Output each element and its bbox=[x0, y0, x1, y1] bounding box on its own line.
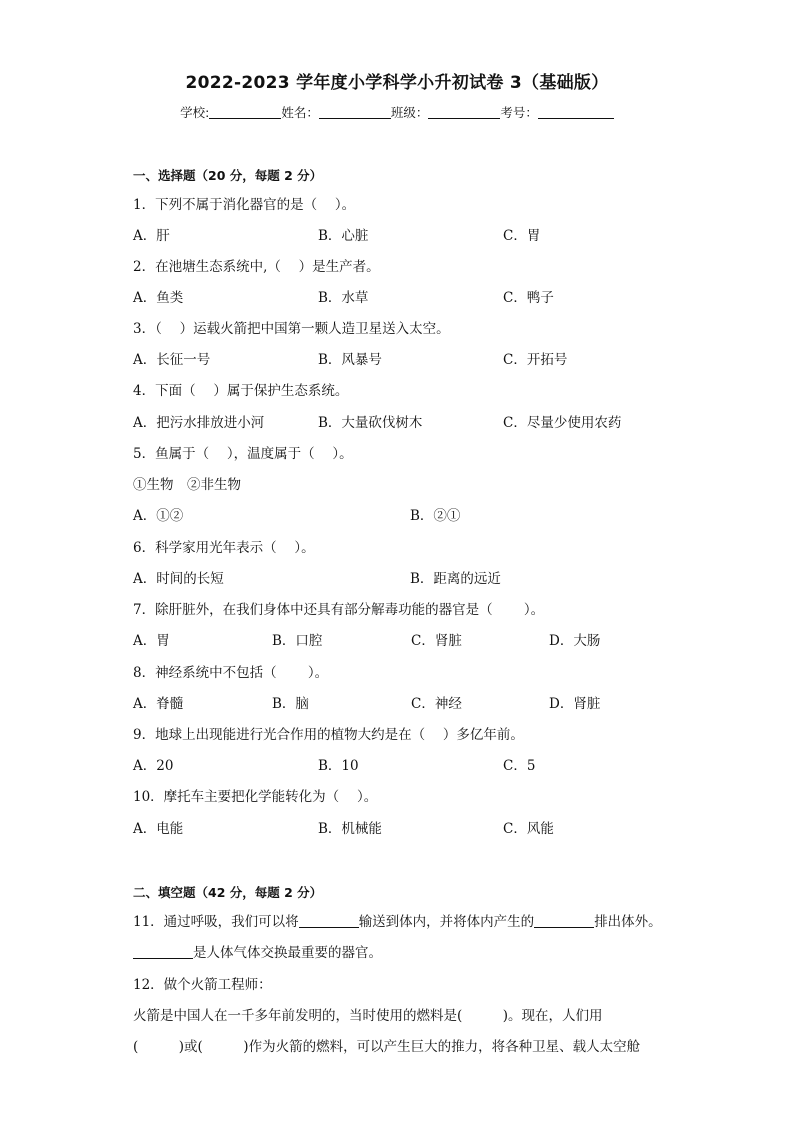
question-4: 4．下面（ ）属于保护生态系统。 bbox=[133, 383, 349, 399]
question-5-choices: ①生物 ②非生物 bbox=[133, 477, 241, 493]
q1-option-b[interactable]: B．心脏 bbox=[318, 228, 369, 244]
q8-option-d[interactable]: D．肾脏 bbox=[549, 696, 601, 712]
q2-option-c[interactable]: C．鸭子 bbox=[503, 290, 554, 306]
school-blank[interactable] bbox=[209, 106, 281, 119]
question-9: 9．地球上出现能进行光合作用的植物大约是在（ ）多亿年前。 bbox=[133, 727, 524, 743]
q4-option-c[interactable]: C．尽量少使用农药 bbox=[503, 415, 622, 431]
q9-option-a[interactable]: A．20 bbox=[133, 758, 174, 774]
question-2: 2．在池塘生态系统中,（ ）是生产者。 bbox=[133, 259, 380, 275]
question-10: 10．摩托车主要把化学能转化为（ ）。 bbox=[133, 789, 378, 805]
school-label: 学校: bbox=[180, 105, 210, 120]
q9-option-b[interactable]: B．10 bbox=[318, 758, 359, 774]
q10-option-b[interactable]: B．机械能 bbox=[318, 821, 382, 837]
q11-blank-2[interactable] bbox=[534, 914, 594, 928]
q11-blank-3[interactable] bbox=[133, 945, 193, 959]
q11-text-1: 11．通过呼吸，我们可以将 bbox=[133, 914, 299, 930]
class-blank[interactable] bbox=[428, 106, 500, 119]
q7-option-b[interactable]: B．口腔 bbox=[272, 633, 323, 649]
q3-option-b[interactable]: B．风暴号 bbox=[318, 352, 382, 368]
q2-option-a[interactable]: A．鱼类 bbox=[133, 290, 184, 306]
q11-text-4: 是人体气体交换最重要的器官。 bbox=[193, 945, 382, 961]
q4-option-b[interactable]: B．大量砍伐树木 bbox=[318, 415, 423, 431]
q9-option-c[interactable]: C．5 bbox=[503, 758, 536, 774]
q6-option-b[interactable]: B．距离的远近 bbox=[410, 571, 501, 587]
q4-option-a[interactable]: A．把污水排放进小河 bbox=[133, 415, 265, 431]
question-11-line-2 bbox=[133, 941, 382, 961]
q7-option-d[interactable]: D．大肠 bbox=[549, 633, 601, 649]
class-label: 班级： bbox=[390, 105, 429, 120]
q11-text-2: 输送到体内，并将体内产生的 bbox=[358, 914, 535, 930]
question-7: 7．除肝脏外，在我们身体中还具有部分解毒功能的器官是（ ）。 bbox=[133, 602, 545, 618]
q2-option-b[interactable]: B．水草 bbox=[318, 290, 369, 306]
question-12-line-1: 火箭是中国人在一千多年前发明的，当时使用的燃料是( )。现在，人们用 bbox=[133, 1008, 603, 1024]
q5-option-b[interactable]: B．②① bbox=[410, 508, 461, 524]
q6-option-a[interactable]: A．时间的长短 bbox=[133, 571, 224, 587]
student-info-row bbox=[0, 103, 794, 121]
section-heading-fill: 二、填空题（42 分，每题 2 分） bbox=[133, 885, 323, 900]
q7-option-a[interactable]: A．胃 bbox=[133, 633, 170, 649]
section-heading-choice: 一、选择题（20 分，每题 2 分） bbox=[133, 168, 323, 183]
question-3: 3．（ ）运载火箭把中国第一颗人造卫星送入太空。 bbox=[133, 321, 450, 337]
id-blank[interactable] bbox=[538, 106, 614, 119]
question-8: 8．神经系统中不包括（ ）。 bbox=[133, 665, 329, 681]
q10-option-c[interactable]: C．风能 bbox=[503, 821, 554, 837]
question-12: 12．做个火箭工程师： bbox=[133, 977, 272, 993]
q3-option-a[interactable]: A．长征一号 bbox=[133, 352, 211, 368]
q8-option-c[interactable]: C．神经 bbox=[411, 696, 462, 712]
question-6: 6．科学家用光年表示（ ）。 bbox=[133, 540, 315, 556]
question-11 bbox=[133, 910, 662, 930]
question-5: 5．鱼属于（ ），温度属于（ ）。 bbox=[133, 446, 353, 462]
q8-option-a[interactable]: A．脊髓 bbox=[133, 696, 184, 712]
q11-blank-1[interactable] bbox=[299, 914, 359, 928]
q7-option-c[interactable]: C．肾脏 bbox=[411, 633, 462, 649]
q1-option-a[interactable]: A．肝 bbox=[133, 228, 170, 244]
exam-title: 2022-2023 学年度小学科学小升初试卷 3（基础版） bbox=[185, 73, 609, 93]
q1-option-c[interactable]: C．胃 bbox=[503, 228, 541, 244]
name-blank[interactable] bbox=[319, 106, 391, 119]
q5-option-a[interactable]: A．①② bbox=[133, 508, 184, 524]
q10-option-a[interactable]: A．电能 bbox=[133, 821, 184, 837]
name-label: 姓名： bbox=[281, 105, 319, 120]
q3-option-c[interactable]: C．开拓号 bbox=[503, 352, 568, 368]
q8-option-b[interactable]: B．脑 bbox=[272, 696, 309, 712]
id-label: 考号： bbox=[500, 105, 538, 120]
question-12-line-2: ( )或( )作为火箭的燃料，可以产生巨大的推力，将各种卫星、载人太空舱 bbox=[133, 1039, 641, 1055]
q11-text-3: 排出体外。 bbox=[594, 914, 662, 930]
question-1: 1．下列不属于消化器官的是（ ）。 bbox=[133, 197, 356, 213]
